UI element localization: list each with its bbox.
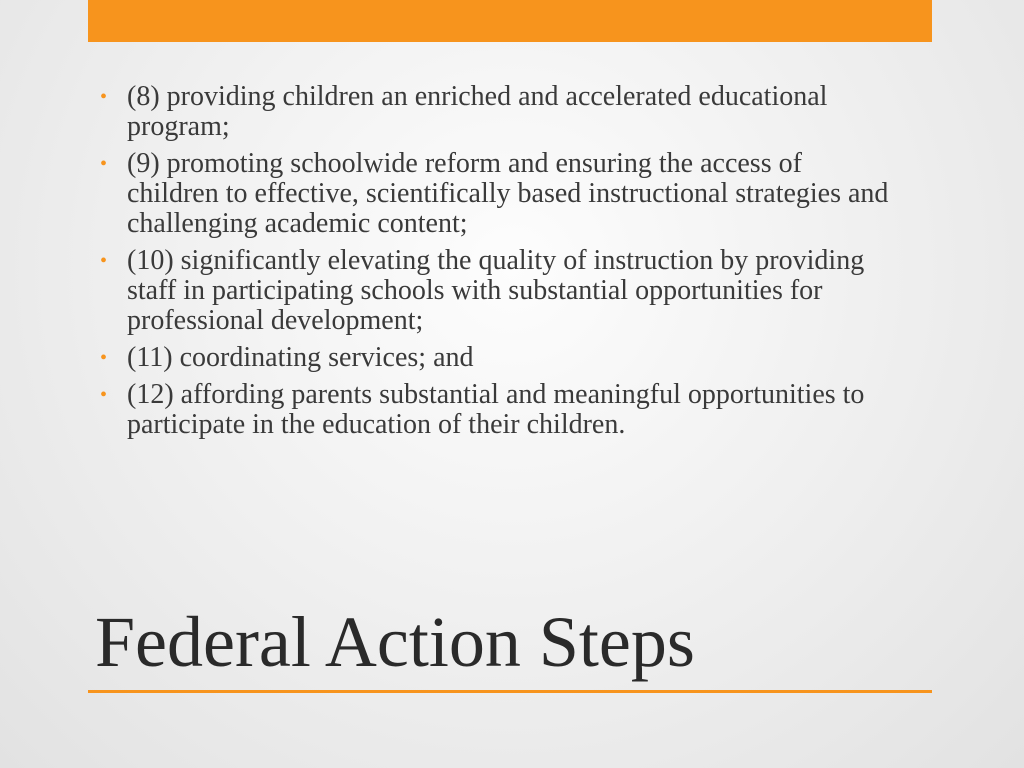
bullet-text: (12) affording parents substantial and meaningful opportunities to participate in the education of their children. bbox=[127, 379, 865, 440]
bullet-text: (11) coordinating services; and bbox=[127, 342, 474, 373]
bullet-text: (9) promoting schoolwide reform and ensuring the access of children to effective, scientifically based instructional strategies and challenging academic content; bbox=[127, 148, 889, 239]
title-underline-rule bbox=[88, 690, 932, 693]
bullet-dot-icon: • bbox=[100, 86, 108, 108]
bullet-text: (8) providing children an enriched and accelerated educational program; bbox=[127, 81, 828, 142]
slide-body bbox=[100, 82, 900, 447]
bullet-list bbox=[100, 82, 900, 440]
bullet-dot-icon: • bbox=[100, 347, 108, 369]
list-item bbox=[100, 246, 900, 336]
list-item bbox=[100, 149, 900, 239]
slide-title: Federal Action Steps bbox=[95, 602, 695, 682]
top-accent-bar bbox=[88, 0, 932, 42]
bullet-dot-icon: • bbox=[100, 250, 108, 272]
bullet-text: (10) significantly elevating the quality of instruction by providing staff in participating schools with substantial opportunities for professional development; bbox=[127, 245, 865, 336]
list-item bbox=[100, 82, 900, 142]
bullet-dot-icon: • bbox=[100, 153, 108, 175]
list-item bbox=[100, 380, 900, 440]
bullet-dot-icon: • bbox=[100, 384, 108, 406]
list-item bbox=[100, 343, 900, 373]
